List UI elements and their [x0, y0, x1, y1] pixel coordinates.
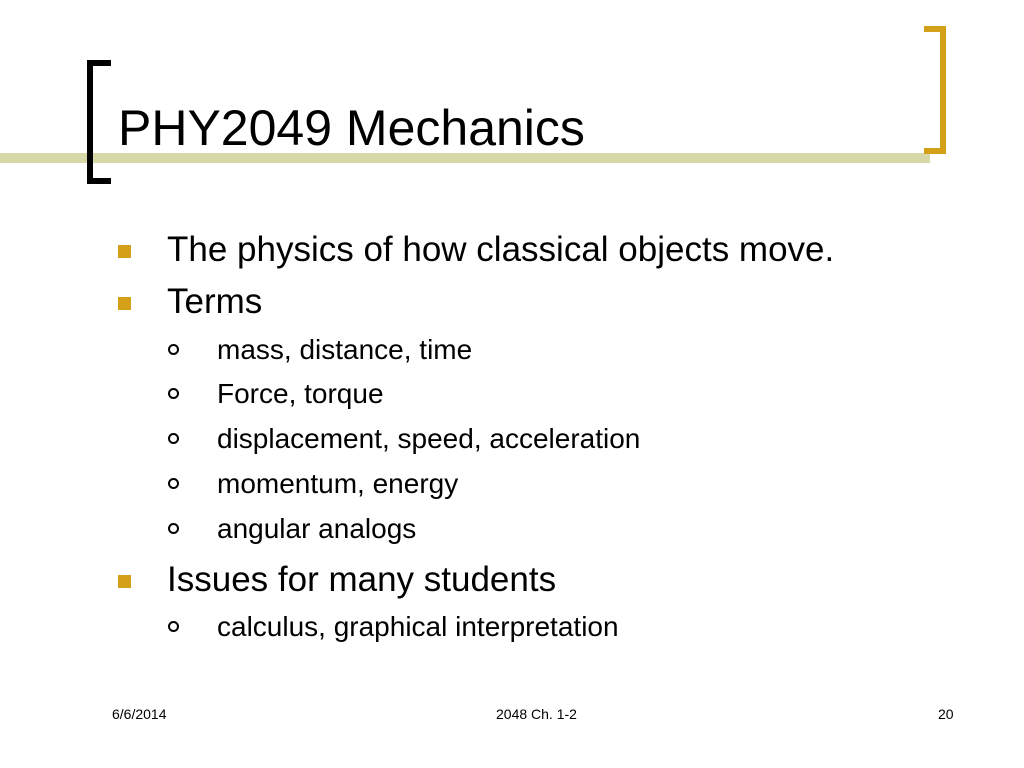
bullet-text: The physics of how classical objects move.: [167, 230, 835, 269]
bullet-text: displacement, speed, acceleration: [217, 423, 641, 454]
bullet-text: calculus, graphical interpretation: [217, 611, 619, 642]
circle-bullet-icon: [168, 433, 179, 444]
bullet-text: angular analogs: [217, 513, 417, 544]
left-bracket-decoration: [87, 60, 111, 184]
right-bracket-decoration: [924, 26, 946, 154]
bullet-text: Terms: [167, 282, 263, 321]
footer-page-number: 20: [938, 706, 954, 722]
circle-bullet-icon: [168, 523, 179, 534]
bullet-text: Force, torque: [217, 378, 384, 409]
circle-bullet-icon: [168, 344, 179, 355]
circle-bullet-icon: [168, 621, 179, 632]
square-bullet-icon: [118, 245, 131, 258]
square-bullet-icon: [118, 575, 131, 588]
bullet-text: mass, distance, time: [217, 334, 473, 365]
bullet-text: Issues for many students: [167, 560, 557, 599]
circle-bullet-icon: [168, 388, 179, 399]
footer-date: 6/6/2014: [112, 706, 167, 722]
circle-bullet-icon: [168, 478, 179, 489]
slide-title: PHY2049 Mechanics: [118, 100, 585, 156]
square-bullet-icon: [118, 297, 131, 310]
footer-center-text: 2048 Ch. 1-2: [496, 706, 577, 722]
bullet-text: momentum, energy: [217, 468, 459, 499]
